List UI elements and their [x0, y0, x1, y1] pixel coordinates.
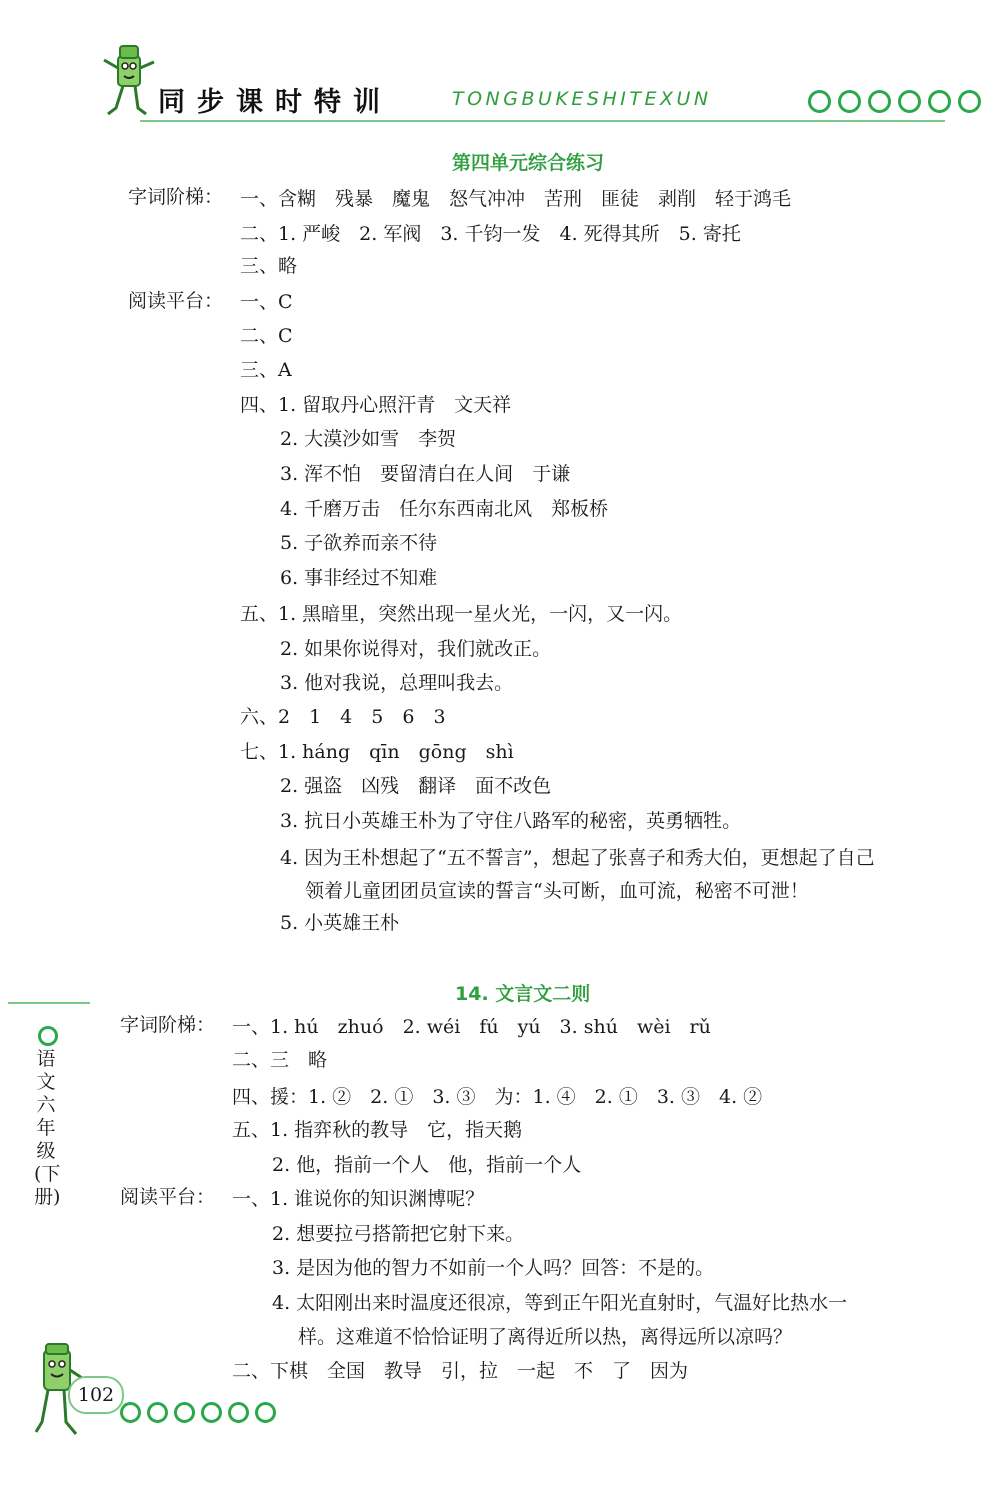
answer-line: 5. 子欲养而亲不待: [280, 532, 438, 554]
answer-line: 2. 他，指前一个人 他，指前一个人: [272, 1154, 582, 1176]
header-title: 同步课时特训: [158, 87, 392, 118]
answer-line: 2. 如果你说得对，我们就改正。: [280, 638, 552, 660]
answer-line: 3. 他对我说，总理叫我去。: [280, 672, 514, 694]
answer-line: 二、三 略: [232, 1049, 328, 1071]
circle-icon: [255, 1402, 276, 1423]
circle-icon: [174, 1402, 195, 1423]
label-vocab-ladder: 字词阶梯：: [120, 1014, 216, 1036]
answer-line: 4. 因为王朴想起了“五不誓言”，想起了张喜子和秀大伯，更想起了自己: [280, 847, 875, 869]
answer-line: 2. 大漠沙如雪 李贺: [280, 428, 457, 450]
circle-icon: [898, 90, 921, 113]
label-reading-platform: 阅读平台：: [120, 1186, 216, 1208]
answer-line: 三、A: [240, 359, 292, 381]
footer-circles: [120, 1402, 276, 1423]
answer-line: 四、援：1. ② 2. ① 3. ③ 为：1. ④ 2. ① 3. ③ 4. ②: [232, 1086, 763, 1108]
answer-line: 五、1. 黑暗里，突然出现一星火光，一闪，又一闪。: [240, 603, 683, 625]
answer-line: 样。这难道不恰恰证明了离得近所以热，离得远所以凉吗？: [298, 1326, 793, 1348]
answer-line: 3. 是因为他的智力不如前一个人吗？回答：不是的。: [272, 1257, 715, 1279]
page-number: 102: [68, 1376, 124, 1414]
circle-icon: [808, 90, 831, 113]
mascot-top-icon: [98, 42, 158, 124]
header-subtitle: TONGBUKESHITEXUN: [452, 88, 712, 110]
circle-icon: [958, 90, 981, 113]
answer-line: 6. 事非经过不知难: [280, 567, 438, 589]
header-divider: [140, 120, 945, 122]
answer-line: 2. 强盗 凶残 翻译 面不改色: [280, 775, 552, 797]
answer-line: 二、下棋 全国 教导 引，拉 一起 不 了 因为: [232, 1360, 689, 1382]
circle-icon: [928, 90, 951, 113]
answer-line: 四、1. 留取丹心照汗青 文天祥: [240, 394, 512, 416]
answer-line: 一、含糊 残暴 魔鬼 怒气冲冲 苦刑 匪徒 剥削 轻于鸿毛: [240, 188, 792, 210]
sidebar-book-label: 语文 六年级(下册): [34, 1048, 75, 1208]
answer-line: 5. 小英雄王朴: [280, 912, 400, 934]
circle-icon: [868, 90, 891, 113]
answer-line: 3. 抗日小英雄王朴为了守住八路军的秘密，英勇牺牲。: [280, 810, 742, 832]
section2-title: 14. 文言文二则: [455, 983, 591, 1005]
answer-line: 4. 太阳刚出来时温度还很凉，等到正午阳光直射时，气温好比热水一: [272, 1292, 848, 1314]
answer-line: 二、C: [240, 325, 293, 347]
label-reading-platform: 阅读平台：: [128, 290, 224, 312]
circle-icon: [201, 1402, 222, 1423]
answer-line: 六、2 1 4 5 6 3: [240, 706, 446, 728]
answer-line: 三、略: [240, 255, 298, 277]
circle-icon: [120, 1402, 141, 1423]
section1-title: 第四单元综合练习: [452, 152, 605, 174]
circle-icon: [147, 1402, 168, 1423]
answer-line: 五、1. 指弈秋的教导 它，指天鹅: [232, 1119, 523, 1141]
header-circles: [808, 90, 981, 113]
answer-line: 一、C: [240, 291, 293, 313]
answer-line: 二、1. 严峻 2. 军阀 3. 千钧一发 4. 死得其所 5. 寄托: [240, 223, 741, 245]
label-vocab-ladder: 字词阶梯：: [128, 186, 224, 208]
answer-line: 4. 千磨万击 任尔东西南北风 郑板桥: [280, 498, 609, 520]
answer-line: 2. 想要拉弓搭箭把它射下来。: [272, 1223, 525, 1245]
answer-line: 一、1. hú zhuó 2. wéi fú yú 3. shú wèi rǔ: [232, 1016, 711, 1038]
answer-line: 一、1. 谁说你的知识渊博呢？: [232, 1188, 485, 1210]
circle-icon: [838, 90, 861, 113]
circle-icon: [228, 1402, 249, 1423]
answer-line: 七、1. háng qīn gōng shì: [240, 741, 514, 763]
sidebar-divider: [8, 1002, 90, 1004]
circle-icon: [38, 1026, 58, 1046]
answer-line: 领着儿童团团员宣读的誓言“头可断，血可流，秘密不可泄！: [305, 880, 809, 902]
answer-line: 3. 浑不怕 要留清白在人间 于谦: [280, 463, 571, 485]
